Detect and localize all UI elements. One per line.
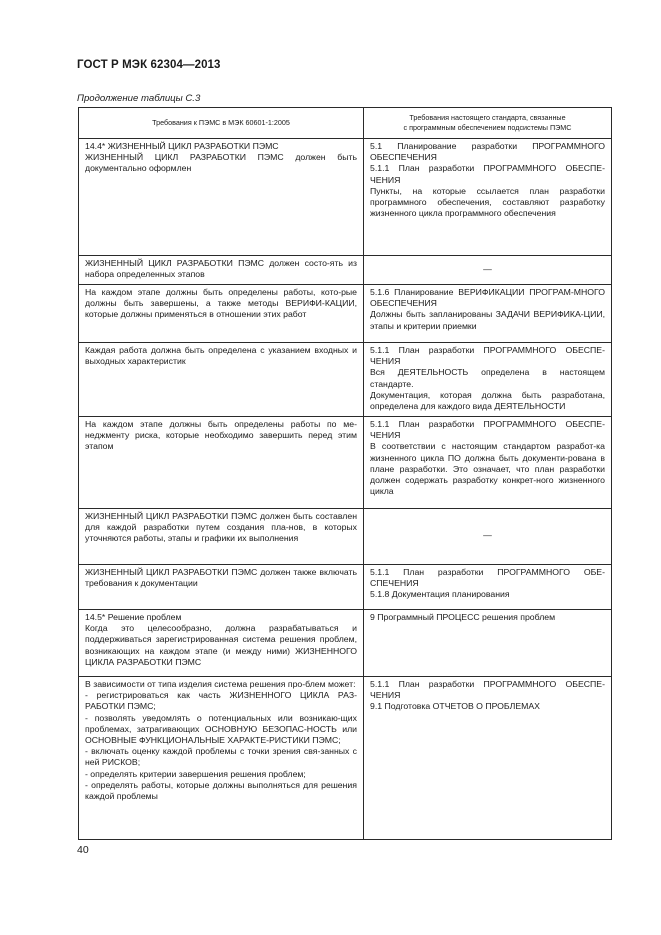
cell-paragraph: 14.4* ЖИЗНЕННЫЙ ЦИКЛ РАЗРАБОТКИ ПЭМС [85,141,279,151]
reference-cell [364,417,612,509]
cell-paragraph: 5.1.1 План разработки ПРОГРАММНОГО ОБЕСПЕ-ЧЕНИЯ [370,679,605,701]
cell-paragraph: Должны быть запланированы ЗАДАЧИ ВЕРИФИКА-ЦИИ, этапы и критерии приемки [370,309,605,331]
table-row [79,565,612,610]
cell-paragraph: ЖИЗНЕННЫЙ ЦИКЛ РАЗРАБОТКИ ПЭМС должен быть составлен для каждой разработки путем создания пла-нов, в которых уточняются работы, этапы и графики их выполнения [85,511,357,544]
cell-paragraph: Пункты, на которые ссылается план разработки программного обеспечения, составляют разработку жизненного цикла программного обеспечения [370,185,605,219]
cell-paragraph: В зависимости от типа изделия система решения про-блем может: [85,679,356,689]
requirement-cell [79,285,364,343]
table-row [79,285,612,343]
cell-paragraph: Каждая работа должна быть определена с указанием входных и выходных характеристик [85,345,357,367]
table-row [79,509,612,565]
reference-cell [364,285,612,343]
column-header-right [364,108,612,139]
reference-cell [364,509,612,565]
empty-dash: — [483,530,492,541]
table-row [79,139,612,256]
reference-cell [364,610,612,677]
cell-paragraph: 5.1.1 План разработки ПРОГРАММНОГО ОБЕСПЕ-ЧЕНИЯ [370,419,605,441]
cell-paragraph: Вся ДЕЯТЕЛЬНОСТЬ определена в настоящем стандарте. [370,367,605,389]
cell-paragraph: ЖИЗНЕННЫЙ ЦИКЛ РАЗРАБОТКИ ПЭМС должен быть документально оформлен [85,152,357,174]
table-row [79,677,612,840]
cell-paragraph: - определять работы, которые должны выполняться для решения каждой проблемы [85,779,357,802]
cell-paragraph: На каждом этапе должны быть определены работы, кото-рые должны быть завершены, а также методы ВЕРИФИ-КАЦИИ, которые должны применяться в отношении этих работ [85,287,357,320]
table-row [79,417,612,509]
cell-paragraph: На каждом этапе должны быть определены работы по ме-неджменту риска, которые необходимо завершить перед этим этапом [85,419,357,452]
cell-paragraph: - определять критерии завершения решения проблем; [85,768,306,779]
cell-paragraph: 9.1 Подготовка ОТЧЕТОВ О ПРОБЛЕМАХ [370,701,540,712]
cell-paragraph: - включать оценку каждой проблемы с точки зрения свя-занных с ней РИСКОВ; [85,746,357,768]
cell-paragraph: Когда это целесообразно, должна разрабатываться и поддерживаться зарегистрированная система решения проблем, возникающих на каждом этапе (и между ними) ЖИЗНЕННОГО ЦИКЛА РАЗРАБОТКИ ПЭМС [85,623,357,667]
cell-paragraph: 5.1.1 План разработки ПРОГРАММНОГО ОБЕСПЕ-ЧЕНИЯ [370,163,605,185]
requirement-cell [79,139,364,256]
requirement-cell [79,677,364,840]
table-header-row [79,108,612,139]
cell-paragraph: В соответствии с настоящим стандартом разработ-ка жизненного цикла ПО должна быть документи-рована в плане разработки. Это означает, что план разработки должен содержать разработку конкрет-ного жизненного цикла [370,441,605,497]
cell-paragraph: 5.1.8 Документация планирования [370,589,510,600]
empty-dash: — [483,263,492,274]
reference-cell [364,565,612,610]
requirement-cell [79,417,364,509]
requirement-cell [79,509,364,565]
cell-paragraph: ЖИЗНЕННЫЙ ЦИКЛ РАЗРАБОТКИ ПЭМС должен также включать требования к документации [85,567,357,589]
table-row [79,256,612,285]
cell-paragraph: 5.1.1 План разработки ПРОГРАММНОГО ОБЕ-СПЕЧЕНИЯ [370,567,605,589]
cell-paragraph: 5.1.1 План разработки ПРОГРАММНОГО ОБЕСПЕ-ЧЕНИЯ [370,345,605,367]
requirement-cell [79,256,364,285]
reference-cell [364,256,612,285]
reference-cell [364,139,612,256]
requirement-cell [79,610,364,677]
cell-paragraph: 5.1 Планирование разработки ПРОГРАММНОГО ОБЕСПЕЧЕНИЯ [370,141,605,163]
column-header-right-line: Требования настоящего стандарта, связанные [409,113,566,122]
requirements-table [78,107,612,840]
requirement-cell [79,343,364,417]
reference-cell [364,343,612,417]
table-row [79,343,612,417]
column-header-left: Требования к ПЭМС в МЭК 60601-1:2005 [79,108,364,139]
cell-paragraph: 14.5* Решение проблем [85,612,182,622]
cell-paragraph: - регистрироваться как часть ЖИЗНЕННОГО ЦИКЛА РАЗ-РАБОТКИ ПЭМС; [85,690,357,712]
table-row [79,610,612,677]
cell-paragraph: 9 Программный ПРОЦЕСС решения проблем [370,612,556,622]
cell-paragraph: Документация, которая должна быть разработана, определена для каждого вида ДЕЯТЕЛЬНОСТИ [370,389,605,412]
reference-cell [364,677,612,840]
requirement-cell [79,565,364,610]
table-caption: Продолжение таблицы С.3 [77,93,201,104]
cell-paragraph: - позволять уведомлять о потенциальных или возникаю-щих проблемах, затрагивающих ОСНОВНУЮ БЕЗОПАС-НОСТЬ или ОСНОВНЫЕ ФУНКЦИОНАЛЬНЫЕ ХАРАКТЕ-РИСТИКИ ПЭМС; [85,712,357,746]
cell-paragraph: ЖИЗНЕННЫЙ ЦИКЛ РАЗРАБОТКИ ПЭМС должен состо-ять из набора определенных этапов [85,258,357,280]
column-header-right-line: с программным обеспечением подсистемы ПЭМС [403,123,572,132]
page-number: 40 [77,844,89,856]
document-code: ГОСТ Р МЭК 62304—2013 [77,59,221,71]
cell-paragraph: 5.1.6 Планирование ВЕРИФИКАЦИИ ПРОГРАМ-МНОГО ОБЕСПЕЧЕНИЯ [370,287,605,309]
